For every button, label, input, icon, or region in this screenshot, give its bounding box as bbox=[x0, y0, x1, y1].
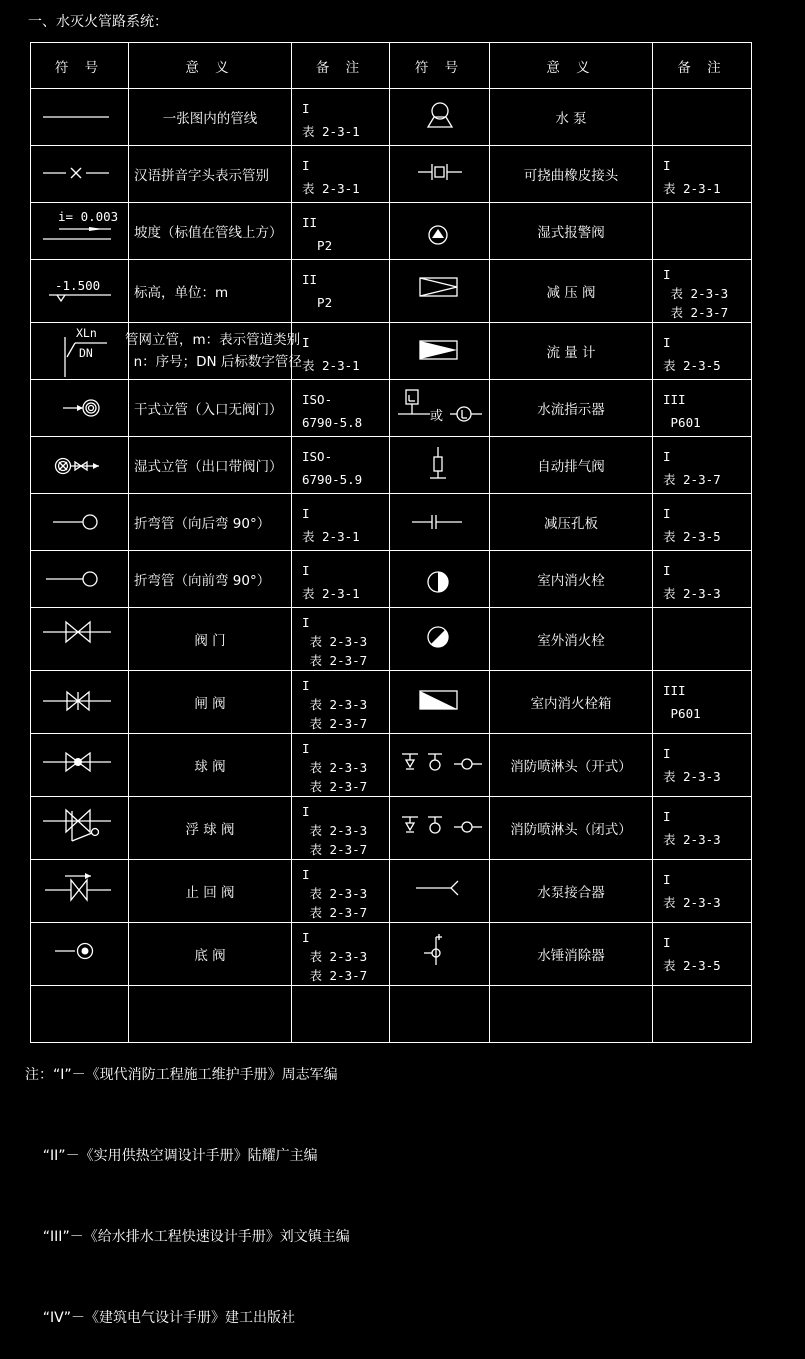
note-text: I 表 2-3-5 bbox=[663, 935, 721, 973]
footnotes bbox=[25, 1008, 350, 1359]
note-text: I 表 2-3-3 表 2-3-7 bbox=[302, 930, 368, 983]
table-row bbox=[31, 380, 752, 437]
note-text: I 表 2-3-3 表 2-3-7 bbox=[302, 804, 368, 857]
header-meaning: 意 义 bbox=[490, 43, 653, 89]
symbol-cell bbox=[31, 608, 129, 671]
meaning-cell bbox=[129, 551, 292, 608]
table-row bbox=[31, 203, 752, 260]
note-cell bbox=[292, 608, 390, 671]
pump-adapter-icon bbox=[390, 860, 490, 916]
footnote: 注：“I”－《现代消防工程施工维护手册》周志军编 bbox=[25, 1067, 338, 1083]
meaning-text: 水锤消除器 bbox=[537, 948, 605, 964]
symbol-cell bbox=[390, 671, 490, 734]
note-cell bbox=[292, 89, 390, 146]
note-cell bbox=[292, 923, 390, 986]
symbol-cell bbox=[390, 437, 490, 494]
note-text: I 表 2-3-3 bbox=[663, 563, 721, 601]
note-cell bbox=[292, 260, 390, 323]
meaning-text: 球 阀 bbox=[194, 759, 226, 775]
meaning-cell bbox=[129, 380, 292, 437]
note-cell bbox=[292, 380, 390, 437]
meaning-cell bbox=[129, 860, 292, 923]
symbol-cell bbox=[390, 380, 490, 437]
symbol-cell bbox=[31, 260, 129, 323]
table-row bbox=[31, 323, 752, 380]
auto-air-vent-icon bbox=[390, 437, 490, 493]
symbol-cell bbox=[31, 380, 129, 437]
symbol-cell bbox=[31, 146, 129, 203]
meaning-cell bbox=[490, 380, 653, 437]
table-row bbox=[31, 734, 752, 797]
gate-valve-icon bbox=[31, 671, 129, 727]
meaning-cell bbox=[490, 260, 653, 323]
header-row bbox=[31, 43, 752, 89]
meaning-cell bbox=[490, 671, 653, 734]
table-row bbox=[31, 146, 752, 203]
table-row bbox=[31, 671, 752, 734]
water-hammer-arrester-icon bbox=[390, 923, 490, 979]
meaning-cell bbox=[129, 608, 292, 671]
note-cell bbox=[653, 734, 752, 797]
meaning-text: 室外消火栓 bbox=[537, 633, 605, 649]
note-cell bbox=[653, 923, 752, 986]
note-cell bbox=[292, 203, 390, 260]
note-cell bbox=[292, 323, 390, 380]
closed-sprinkler-icon bbox=[390, 797, 490, 853]
meaning-cell bbox=[129, 89, 292, 146]
svg-text:XLn: XLn bbox=[76, 326, 97, 340]
note-text: I 表 2-3-1 bbox=[302, 158, 360, 196]
symbol-cell bbox=[31, 437, 129, 494]
note-text: I 表 2-3-1 bbox=[302, 335, 360, 373]
note-cell bbox=[292, 671, 390, 734]
note-cell bbox=[653, 437, 752, 494]
symbol-cell bbox=[31, 551, 129, 608]
valve-icon bbox=[31, 608, 129, 664]
symbol-cell bbox=[390, 923, 490, 986]
meaning-text: 标高，单位：m bbox=[134, 285, 229, 301]
open-sprinkler-icon bbox=[390, 734, 490, 790]
meaning-cell bbox=[129, 437, 292, 494]
svg-text:i= 0.003: i= 0.003 bbox=[58, 209, 119, 224]
symbol-cell bbox=[390, 260, 490, 323]
note-text bbox=[653, 608, 751, 616]
symbol-cell bbox=[390, 146, 490, 203]
note-cell bbox=[653, 551, 752, 608]
meaning-text: 折弯管（向后弯 90°） bbox=[134, 516, 271, 532]
meaning-cell bbox=[125, 323, 302, 380]
empty-cell bbox=[490, 986, 653, 1043]
note-text bbox=[653, 203, 751, 211]
table-row bbox=[31, 797, 752, 860]
meaning-text: 水流指示器 bbox=[537, 402, 605, 418]
table-row bbox=[31, 551, 752, 608]
note-text: II P2 bbox=[302, 272, 333, 310]
meaning-cell bbox=[129, 797, 292, 860]
symbol-cell bbox=[31, 734, 129, 797]
header-note: 备 注 bbox=[653, 43, 752, 89]
water-pump-icon bbox=[390, 89, 490, 145]
meaning-cell bbox=[490, 923, 653, 986]
note-text: I 表 2-3-1 bbox=[302, 563, 360, 601]
meaning-cell bbox=[490, 494, 653, 551]
foot-valve-icon bbox=[31, 923, 129, 979]
symbol-cell bbox=[31, 494, 129, 551]
note-text: I 表 2-3-1 bbox=[302, 506, 360, 544]
meaning-text: 管网立管，m：表示管道类别 n：序号；DN 后标数字管径 bbox=[125, 332, 302, 370]
svg-text:或: 或 bbox=[430, 409, 444, 424]
pipe-type-letter-icon bbox=[31, 146, 129, 202]
meaning-text: 阀 门 bbox=[194, 633, 226, 649]
meaning-text: 减压孔板 bbox=[544, 516, 598, 532]
note-cell bbox=[653, 146, 752, 203]
meaning-text: 自动排气阀 bbox=[537, 459, 605, 475]
symbol-cell bbox=[390, 734, 490, 797]
note-cell bbox=[653, 203, 752, 260]
note-text: III P601 bbox=[663, 683, 701, 721]
note-cell bbox=[292, 494, 390, 551]
note-text: II P2 bbox=[302, 215, 333, 253]
symbol-cell bbox=[390, 860, 490, 923]
note-cell bbox=[653, 323, 752, 380]
symbol-cell bbox=[390, 494, 490, 551]
note-text: ISO- 6790-5.9 bbox=[302, 449, 363, 487]
footnote: “II”－《实用供热空调设计手册》陆耀广主编 bbox=[25, 1148, 318, 1164]
meaning-cell bbox=[490, 89, 653, 146]
meaning-cell bbox=[490, 146, 653, 203]
meaning-text: 减 压 阀 bbox=[546, 285, 596, 301]
legend-table bbox=[30, 42, 751, 998]
indoor-hydrant-icon bbox=[390, 551, 490, 607]
meaning-text: 可挠曲橡皮接头 bbox=[523, 168, 619, 184]
float-ball-valve-icon bbox=[31, 797, 129, 853]
elevation-mark-icon bbox=[31, 260, 129, 316]
check-valve-icon bbox=[31, 860, 129, 916]
indoor-hydrant-box-icon bbox=[390, 671, 490, 727]
meaning-text: 一张图内的管线 bbox=[162, 111, 258, 127]
meaning-text: 浮 球 阀 bbox=[185, 822, 235, 838]
flow-meter-icon bbox=[390, 323, 490, 379]
meaning-cell bbox=[490, 437, 653, 494]
table-row bbox=[31, 608, 752, 671]
note-cell bbox=[292, 551, 390, 608]
note-text: I 表 2-3-3 表 2-3-7 bbox=[302, 615, 368, 668]
meaning-cell bbox=[129, 203, 292, 260]
symbol-cell bbox=[31, 797, 129, 860]
note-text bbox=[653, 89, 751, 97]
meaning-text: 室内消火栓箱 bbox=[530, 696, 612, 712]
meaning-cell bbox=[490, 323, 653, 380]
meaning-text: 流 量 计 bbox=[546, 345, 596, 361]
note-cell bbox=[653, 860, 752, 923]
pipe-line-icon bbox=[31, 89, 129, 145]
pressure-reducing-valve-icon bbox=[390, 260, 490, 316]
header-symbol: 符 号 bbox=[31, 43, 129, 89]
header-meaning: 意 义 bbox=[129, 43, 292, 89]
header-symbol: 符 号 bbox=[390, 43, 490, 89]
meaning-cell bbox=[129, 923, 292, 986]
note-cell bbox=[292, 797, 390, 860]
note-cell bbox=[653, 260, 752, 323]
note-cell bbox=[653, 797, 752, 860]
empty-cell bbox=[390, 986, 490, 1043]
note-text: I 表 2-3-7 bbox=[663, 449, 721, 487]
footnote: “III”－《给水排水工程快速设计手册》刘文镇主编 bbox=[25, 1229, 350, 1245]
table-row bbox=[31, 260, 752, 323]
note-cell bbox=[292, 437, 390, 494]
meaning-cell bbox=[129, 494, 292, 551]
meaning-cell bbox=[129, 734, 292, 797]
symbol-cell bbox=[390, 203, 490, 260]
note-text: I 表 2-3-1 bbox=[302, 101, 360, 139]
meaning-text: 止 回 阀 bbox=[185, 885, 235, 901]
symbol-cell bbox=[390, 608, 490, 671]
note-text: ISO- 6790-5.8 bbox=[302, 392, 363, 430]
note-cell bbox=[292, 734, 390, 797]
note-cell bbox=[653, 89, 752, 146]
dry-riser-icon bbox=[31, 380, 129, 436]
meaning-cell bbox=[490, 203, 653, 260]
note-cell bbox=[653, 380, 752, 437]
elbow-front-icon bbox=[31, 551, 129, 607]
meaning-text: 水泵接合器 bbox=[537, 885, 605, 901]
table-row bbox=[31, 860, 752, 923]
note-cell bbox=[292, 146, 390, 203]
slope-mark-icon bbox=[31, 203, 129, 259]
outdoor-hydrant-icon bbox=[390, 608, 490, 664]
note-cell bbox=[653, 494, 752, 551]
meaning-text: 消防喷淋头（开式） bbox=[510, 759, 632, 775]
section-title: 一、水灭火管路系统： bbox=[28, 14, 168, 30]
flexible-rubber-joint-icon bbox=[390, 146, 490, 202]
symbol-cell bbox=[390, 323, 490, 380]
meaning-cell bbox=[490, 608, 653, 671]
meaning-cell bbox=[490, 797, 653, 860]
note-cell bbox=[653, 671, 752, 734]
note-text: I 表 2-3-1 bbox=[663, 158, 721, 196]
meaning-cell bbox=[490, 734, 653, 797]
table-row bbox=[31, 494, 752, 551]
meaning-cell bbox=[490, 860, 653, 923]
note-text: I 表 2-3-3 表 2-3-7 bbox=[302, 867, 368, 920]
svg-text:DN: DN bbox=[79, 346, 93, 360]
table-row bbox=[31, 923, 752, 986]
meaning-text: 水 泵 bbox=[555, 111, 587, 127]
orifice-plate-icon bbox=[390, 494, 490, 550]
meaning-cell bbox=[129, 671, 292, 734]
elbow-back-icon bbox=[31, 494, 129, 550]
note-text: I 表 2-3-5 bbox=[663, 335, 721, 373]
symbol-cell bbox=[31, 860, 129, 923]
meaning-text: 室内消火栓 bbox=[537, 573, 605, 589]
meaning-text: 湿式报警阀 bbox=[537, 225, 605, 241]
meaning-text: 湿式立管（出口带阀门） bbox=[134, 459, 283, 475]
symbol-cell bbox=[31, 671, 129, 734]
symbol-cell bbox=[390, 797, 490, 860]
footnote: “IV”－《建筑电气设计手册》建工出版社 bbox=[25, 1310, 296, 1326]
wet-alarm-valve-icon bbox=[390, 203, 490, 259]
meaning-text: 折弯管（向前弯 90°） bbox=[134, 573, 271, 589]
symbol-cell bbox=[31, 323, 129, 380]
symbol-cell bbox=[31, 89, 129, 146]
riser-label-icon bbox=[31, 323, 129, 379]
symbol-cell bbox=[31, 923, 129, 986]
note-text: I 表 2-3-3 bbox=[663, 746, 721, 784]
note-text: III P601 bbox=[663, 392, 701, 430]
svg-text:-1.500: -1.500 bbox=[55, 278, 101, 293]
meaning-text: 消防喷淋头（闭式） bbox=[510, 822, 632, 838]
note-text: I 表 2-3-5 bbox=[663, 506, 721, 544]
note-cell bbox=[653, 608, 752, 671]
meaning-text: 底 阀 bbox=[194, 948, 226, 964]
empty-cell bbox=[653, 986, 752, 1043]
meaning-text: 坡度（标值在管线上方） bbox=[134, 225, 283, 241]
note-cell bbox=[292, 860, 390, 923]
note-text: I 表 2-3-3 表 2-3-7 bbox=[302, 678, 368, 731]
ball-valve-icon bbox=[31, 734, 129, 790]
symbol-cell bbox=[390, 551, 490, 608]
meaning-text: 闸 阀 bbox=[194, 696, 226, 712]
table-row bbox=[31, 437, 752, 494]
table-row bbox=[31, 89, 752, 146]
meaning-text: 干式立管（入口无阀门） bbox=[134, 402, 283, 418]
meaning-cell bbox=[129, 260, 292, 323]
note-text: I 表 2-3-3 表 2-3-7 bbox=[663, 267, 729, 320]
meaning-cell bbox=[490, 551, 653, 608]
symbol-cell bbox=[390, 89, 490, 146]
symbol-cell bbox=[31, 203, 129, 260]
wet-riser-icon bbox=[31, 437, 129, 493]
header-note: 备 注 bbox=[292, 43, 390, 89]
note-text: I 表 2-3-3 bbox=[663, 809, 721, 847]
water-flow-indicator-icon bbox=[390, 380, 490, 436]
meaning-text: 汉语拼音字头表示管别 bbox=[134, 168, 269, 184]
meaning-cell bbox=[129, 146, 292, 203]
note-text: I 表 2-3-3 表 2-3-7 bbox=[302, 741, 368, 794]
note-text: I 表 2-3-3 bbox=[663, 872, 721, 910]
